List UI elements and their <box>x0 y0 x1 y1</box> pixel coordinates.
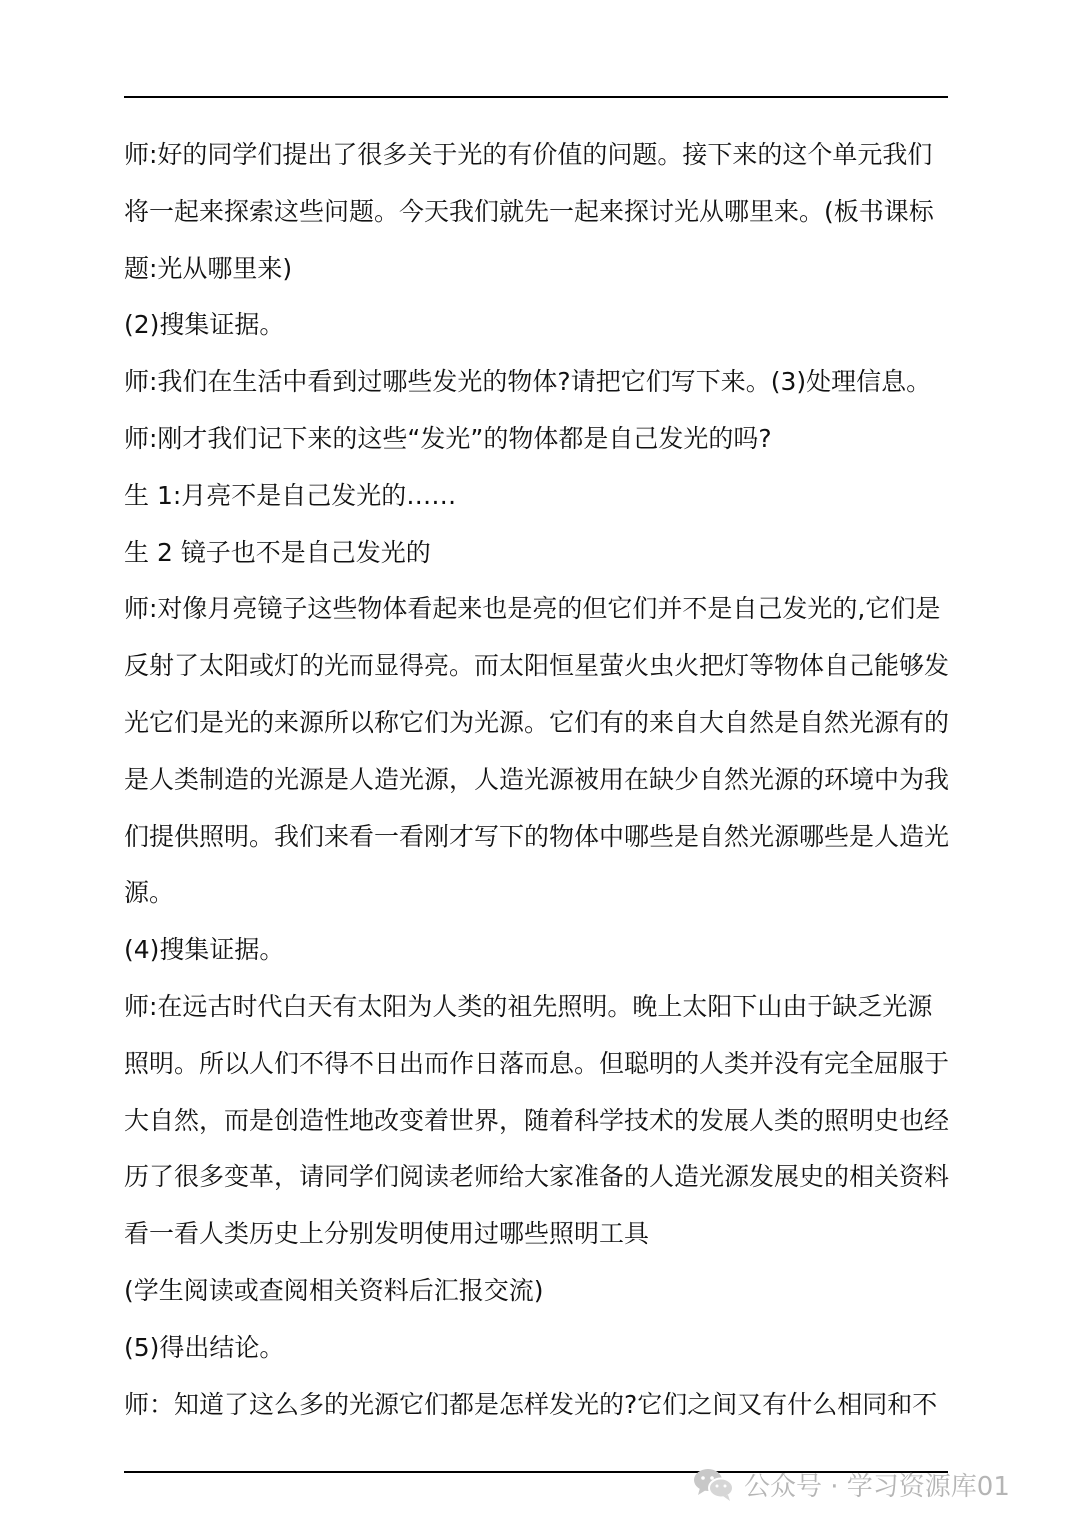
text-line: 们提供照明。我们来看一看刚才写下的物体中哪些是自然光源哪些是人造光 <box>124 821 950 851</box>
text-line: 照明。所以人们不得不日出而作日落而息。但聪明的人类并没有完全屈服于 <box>124 1048 950 1078</box>
text-line: 生 1:月亮不是自己发光的…… <box>124 480 457 510</box>
text-line: 师:我们在生活中看到过哪些发光的物体?请把它们写下来。(3)处理信息。 <box>124 367 932 397</box>
document-body <box>124 127 964 1433</box>
header-rule <box>124 96 948 98</box>
text-line: 光它们是光的来源所以称它们为光源。它们有的来自大自然是自然光源有的 <box>124 707 950 737</box>
text-line: 师:对像月亮镜子这些物体看起来也是亮的但它们并不是自己发光的,它们是 <box>124 594 941 624</box>
text-line: (学生阅读或查阅相关资料后汇报交流) <box>124 1275 544 1305</box>
text-line: 师:刚才我们记下来的这些“发光”的物体都是自己发光的吗? <box>124 423 772 453</box>
text-line: 反射了太阳或灯的光而显得亮。而太阳恒星萤火虫火把灯等物体自己能够发 <box>124 651 950 681</box>
watermark <box>692 1456 1010 1512</box>
text-line: 师:在远古时代白天有太阳为人类的祖先照明。晚上太阳下山由于缺乏光源 <box>124 991 933 1021</box>
text-line: 生 2 镜子也不是自己发光的 <box>124 537 431 567</box>
text-line: 大自然，而是创造性地改变着世界，随着科学技术的发展人类的照明史也经 <box>124 1105 950 1135</box>
watermark-text: 公众号 · 学习资源库01 <box>744 1471 1010 1502</box>
text-line: (4)搜集证据。 <box>124 935 285 965</box>
text-line: 师：知道了这么多的光源它们都是怎样发光的?它们之间又有什么相同和不 <box>124 1389 938 1419</box>
text-line: 题:光从哪里来) <box>124 253 293 283</box>
text-line: 将一起来探索这些问题。今天我们就先一起来探讨光从哪里来。(板书课标 <box>124 196 934 226</box>
text-line: 源。 <box>124 878 175 908</box>
text-line: 师:好的同学们提出了很多关于光的有价值的问题。接下来的这个单元我们 <box>124 140 933 169</box>
text-line: (5)得出结论。 <box>124 1332 285 1362</box>
wechat-icon <box>692 1466 736 1502</box>
text-line: 是人类制造的光源是人造光源，人造光源被用在缺少自然光源的环境中为我 <box>124 764 950 794</box>
text-line: (2)搜集证据。 <box>124 310 285 340</box>
text-line: 看一看人类历史上分别发明使用过哪些照明工具 <box>124 1219 650 1249</box>
text-line: 历了很多变革，请同学们阅读老师给大家准备的人造光源发展史的相关资料 <box>124 1162 950 1192</box>
